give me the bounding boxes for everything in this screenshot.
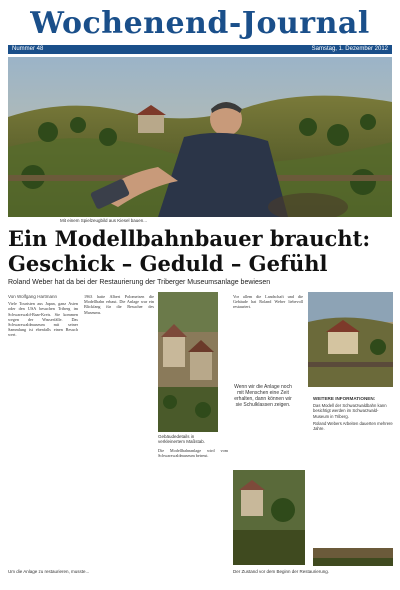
article-column-3 bbox=[158, 448, 228, 564]
right-photo bbox=[308, 292, 393, 387]
bottom-right-photo-graphic bbox=[313, 548, 393, 566]
masthead bbox=[0, 0, 400, 44]
article-column-4 bbox=[233, 294, 303, 380]
middle-photo-caption: Gebäudedetails in verkleinertem Maßstab. bbox=[158, 434, 206, 444]
column-1-text: Viele Touristen aus Japan, ganz Asien oder den USA besuchen Triberg im Schwarzwald-Baar-Kreis. Sie kommen wegen der Wasserfälle. Das Schwarzwaldmuseum mit seiner Sammlung ist ebenfalls einen Besuch wert. bbox=[8, 301, 78, 338]
column-2-text: 1963 hatte Albert Polomeisen die Modellbahn erbaut. Die Anlage war ein Blickfang für die Besucher des Museums. bbox=[84, 294, 154, 315]
info-box-item-1: Das Modell der Schwarzwaldbahn kann besichtigt werden im Schwarzwald-Museum in Triberg. bbox=[313, 403, 387, 419]
issue-number: Nummer 48 bbox=[12, 46, 44, 52]
article-headline bbox=[8, 226, 392, 276]
info-box-item-2: Roland Webers Arbeiten dauerten mehrere Jahre. bbox=[313, 420, 393, 432]
article-subhead: Roland Weber hat da bei der Restaurierung der Triberger Museumsanlage bewiesen bbox=[8, 279, 271, 286]
column-4-text: Vor allem die Landschaft und die Gebäude hat Roland Weber liebevoll restauriert. bbox=[233, 294, 303, 310]
headline-line-1: Ein Modellbahnbauer braucht: bbox=[8, 226, 371, 251]
issue-date: Samstag, 1. Dezember 2012 bbox=[311, 46, 388, 52]
info-box bbox=[313, 396, 393, 546]
pull-quote: Wenn wir die Anlage noch mit Menschen eine Zeit erhalten, dann können wir sie Schulklassen zeigen. bbox=[234, 384, 292, 408]
bottom-right-photo bbox=[313, 548, 393, 566]
middle-photo-graphic bbox=[158, 292, 218, 432]
bottom-left-caption: Um die Anlage zu restaurieren, musste... bbox=[8, 569, 90, 574]
top-photo-graphic bbox=[8, 57, 392, 217]
right-photo-graphic bbox=[308, 292, 393, 387]
masthead-title: Wochenend-Journal bbox=[30, 6, 370, 41]
bottom-left-photo bbox=[233, 470, 305, 565]
headline-line-2: Geschick – Geduld – Gefühl bbox=[8, 251, 328, 276]
info-box-title: WEITERE INFORMATIONEN: bbox=[313, 396, 376, 401]
top-photo-caption: Mit einem Spielzeugbild aus Kiesel bauen... bbox=[60, 218, 148, 223]
column-3-text: Die Modellbahnanlage wird vom Schwarzwaldmuseum betreut. bbox=[158, 448, 228, 459]
article-column-2 bbox=[84, 294, 154, 564]
bottom-right-caption: Der Zustand vor dem Beginn der Restaurierung. bbox=[233, 569, 330, 574]
bottom-left-photo-graphic bbox=[233, 470, 305, 565]
top-photo bbox=[8, 57, 392, 217]
article-column-1 bbox=[8, 294, 78, 564]
byline: Von Wolfgang Hartmann bbox=[8, 294, 57, 299]
issue-bar bbox=[8, 45, 392, 54]
middle-photo bbox=[158, 292, 218, 432]
